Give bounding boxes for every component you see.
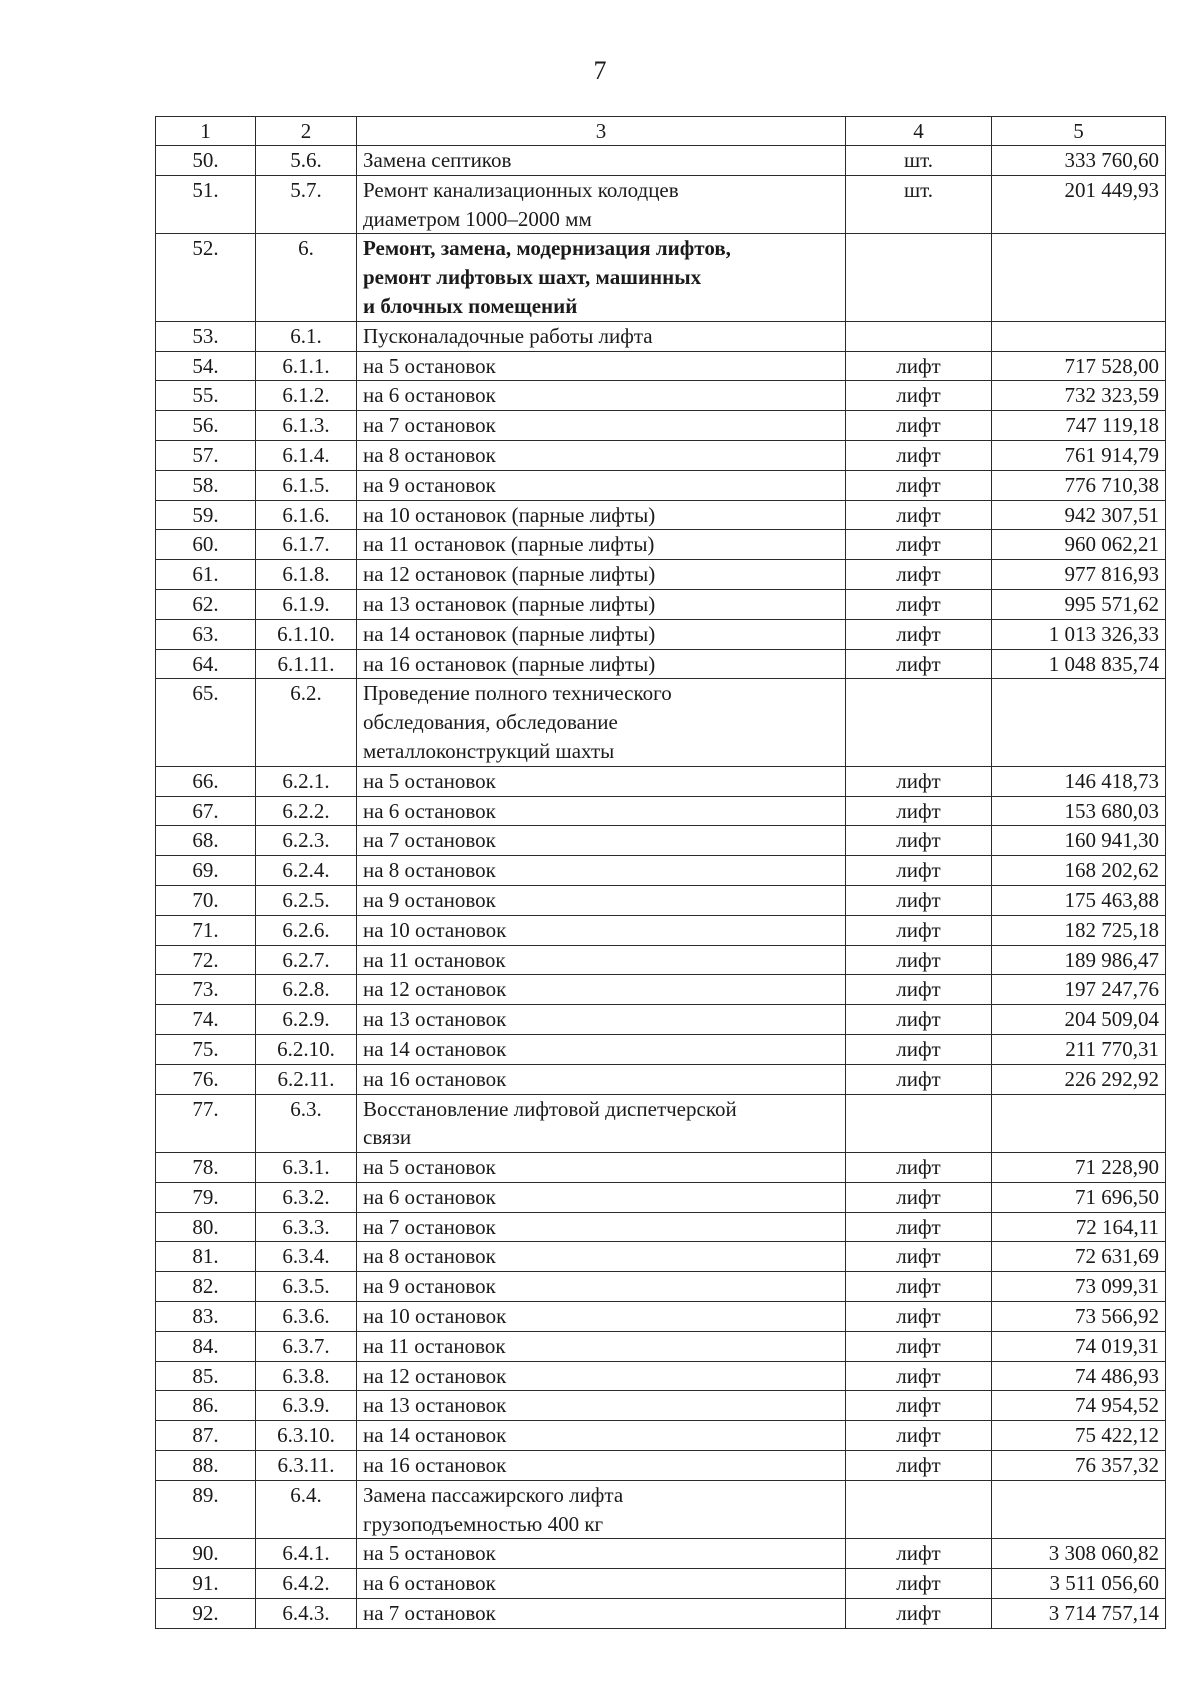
- table-row: [156, 234, 1166, 321]
- table-row: [156, 856, 1166, 886]
- work-name-cell: Пусконаладочные работы лифта: [357, 321, 846, 351]
- price-cell: 74 019,31: [992, 1331, 1166, 1361]
- work-name-cell: на 16 остановок: [357, 1064, 846, 1094]
- price-cell: [992, 679, 1166, 766]
- item-code-cell: 6.1.3.: [256, 411, 357, 441]
- price-cell: 71 696,50: [992, 1182, 1166, 1212]
- unit-cell: лифт: [846, 1391, 992, 1421]
- item-code-cell: 6.1.4.: [256, 440, 357, 470]
- item-code-cell: 6.3.: [256, 1094, 357, 1153]
- price-cell: 3 714 757,14: [992, 1599, 1166, 1629]
- price-cell: 71 228,90: [992, 1153, 1166, 1183]
- row-number-cell: 74.: [156, 1005, 256, 1035]
- item-code-cell: 6.1.2.: [256, 381, 357, 411]
- unit-cell: лифт: [846, 856, 992, 886]
- item-code-cell: 6.3.8.: [256, 1361, 357, 1391]
- price-cell: 204 509,04: [992, 1005, 1166, 1035]
- item-code-cell: 6.1.11.: [256, 649, 357, 679]
- unit-cell: лифт: [846, 1182, 992, 1212]
- row-number-cell: 69.: [156, 856, 256, 886]
- item-code-cell: 6.3.7.: [256, 1331, 357, 1361]
- item-code-cell: 6.3.9.: [256, 1391, 357, 1421]
- row-number-cell: 76.: [156, 1064, 256, 1094]
- item-code-cell: 6.3.2.: [256, 1182, 357, 1212]
- work-name-cell: на 14 остановок: [357, 1034, 846, 1064]
- work-name-cell: на 6 остановок: [357, 381, 846, 411]
- price-cell: 72 164,11: [992, 1212, 1166, 1242]
- price-table-body: [156, 117, 1166, 1629]
- item-code-cell: 6.2.2.: [256, 796, 357, 826]
- table-row: [156, 1451, 1166, 1481]
- table-row: [156, 321, 1166, 351]
- price-cell: [992, 321, 1166, 351]
- work-name-cell: на 5 остановок: [357, 1153, 846, 1183]
- work-name-cell: на 13 остановок (парные лифты): [357, 589, 846, 619]
- item-code-cell: 6.2.6.: [256, 915, 357, 945]
- unit-cell: лифт: [846, 411, 992, 441]
- work-name-cell: Восстановление лифтовой диспетчерской связи: [357, 1094, 846, 1153]
- table-row: [156, 589, 1166, 619]
- unit-cell: лифт: [846, 1331, 992, 1361]
- row-number-cell: 86.: [156, 1391, 256, 1421]
- unit-cell: лифт: [846, 440, 992, 470]
- table-row: [156, 1064, 1166, 1094]
- table-row: [156, 679, 1166, 766]
- price-cell: 732 323,59: [992, 381, 1166, 411]
- price-cell: 160 941,30: [992, 826, 1166, 856]
- table-row: [156, 1331, 1166, 1361]
- table-row: [156, 1421, 1166, 1451]
- row-number-cell: 90.: [156, 1539, 256, 1569]
- work-name-cell: на 7 остановок: [357, 826, 846, 856]
- row-number-cell: 87.: [156, 1421, 256, 1451]
- table-row: [156, 1569, 1166, 1599]
- item-code-cell: 6.4.1.: [256, 1539, 357, 1569]
- price-cell: 197 247,76: [992, 975, 1166, 1005]
- item-code-cell: 6.2.9.: [256, 1005, 357, 1035]
- item-code-cell: 6.2.5.: [256, 885, 357, 915]
- row-number-cell: 59.: [156, 500, 256, 530]
- row-number-cell: 80.: [156, 1212, 256, 1242]
- row-number-cell: 57.: [156, 440, 256, 470]
- unit-cell: лифт: [846, 766, 992, 796]
- unit-cell: лифт: [846, 560, 992, 590]
- item-code-cell: 6.3.1.: [256, 1153, 357, 1183]
- row-number-cell: 77.: [156, 1094, 256, 1153]
- work-name-cell: на 7 остановок: [357, 1599, 846, 1629]
- item-code-cell: 6.1.5.: [256, 470, 357, 500]
- unit-cell: лифт: [846, 619, 992, 649]
- price-cell: [992, 234, 1166, 321]
- price-cell: 73 099,31: [992, 1272, 1166, 1302]
- work-name-cell: на 6 остановок: [357, 796, 846, 826]
- work-name-cell: на 10 остановок: [357, 915, 846, 945]
- price-cell: 211 770,31: [992, 1034, 1166, 1064]
- price-cell: 717 528,00: [992, 351, 1166, 381]
- row-number-cell: 89.: [156, 1480, 256, 1539]
- unit-cell: лифт: [846, 1451, 992, 1481]
- work-name-cell: на 5 остановок: [357, 351, 846, 381]
- unit-cell: лифт: [846, 945, 992, 975]
- table-row: [156, 1361, 1166, 1391]
- table-row: [156, 915, 1166, 945]
- item-code-cell: 6.2.8.: [256, 975, 357, 1005]
- item-code-cell: 6.1.1.: [256, 351, 357, 381]
- price-cell: 226 292,92: [992, 1064, 1166, 1094]
- table-row: [156, 1599, 1166, 1629]
- item-code-cell: 5.6.: [256, 146, 357, 176]
- table-row: [156, 975, 1166, 1005]
- row-number-cell: 60.: [156, 530, 256, 560]
- column-number-row: [156, 117, 1166, 146]
- row-number-cell: 71.: [156, 915, 256, 945]
- item-code-cell: 6.1.9.: [256, 589, 357, 619]
- unit-cell: лифт: [846, 1034, 992, 1064]
- price-cell: 3 511 056,60: [992, 1569, 1166, 1599]
- item-code-cell: 6.3.4.: [256, 1242, 357, 1272]
- column-header-2: 2: [256, 117, 357, 146]
- table-row: [156, 351, 1166, 381]
- unit-cell: лифт: [846, 1302, 992, 1332]
- work-name-cell: на 9 остановок: [357, 470, 846, 500]
- price-cell: 76 357,32: [992, 1451, 1166, 1481]
- row-number-cell: 67.: [156, 796, 256, 826]
- unit-cell: лифт: [846, 1153, 992, 1183]
- price-cell: 146 418,73: [992, 766, 1166, 796]
- column-header-1: 1: [156, 117, 256, 146]
- row-number-cell: 92.: [156, 1599, 256, 1629]
- work-name-cell: на 5 остановок: [357, 766, 846, 796]
- table-row: [156, 1005, 1166, 1035]
- unit-cell: [846, 1094, 992, 1153]
- unit-cell: лифт: [846, 1005, 992, 1035]
- work-name-cell: на 16 остановок: [357, 1451, 846, 1481]
- table-row: [156, 1272, 1166, 1302]
- table-row: [156, 1034, 1166, 1064]
- work-name-cell: на 10 остановок: [357, 1302, 846, 1332]
- work-name-cell: Ремонт канализационных колодцев диаметром 1000–2000 мм: [357, 175, 846, 234]
- item-code-cell: 6.2.10.: [256, 1034, 357, 1064]
- item-code-cell: 6.3.10.: [256, 1421, 357, 1451]
- price-cell: 761 914,79: [992, 440, 1166, 470]
- table-row: [156, 766, 1166, 796]
- row-number-cell: 84.: [156, 1331, 256, 1361]
- item-code-cell: 6.2.: [256, 679, 357, 766]
- row-number-cell: 51.: [156, 175, 256, 234]
- row-number-cell: 82.: [156, 1272, 256, 1302]
- unit-cell: лифт: [846, 826, 992, 856]
- table-row: [156, 440, 1166, 470]
- unit-cell: лифт: [846, 589, 992, 619]
- work-name-cell: на 8 остановок: [357, 856, 846, 886]
- price-cell: 942 307,51: [992, 500, 1166, 530]
- row-number-cell: 53.: [156, 321, 256, 351]
- row-number-cell: 52.: [156, 234, 256, 321]
- price-cell: 168 202,62: [992, 856, 1166, 886]
- unit-cell: лифт: [846, 975, 992, 1005]
- item-code-cell: 5.7.: [256, 175, 357, 234]
- unit-cell: лифт: [846, 351, 992, 381]
- row-number-cell: 83.: [156, 1302, 256, 1332]
- row-number-cell: 78.: [156, 1153, 256, 1183]
- work-name-cell: на 6 остановок: [357, 1182, 846, 1212]
- work-name-cell: на 8 остановок: [357, 440, 846, 470]
- row-number-cell: 64.: [156, 649, 256, 679]
- item-code-cell: 6.3.5.: [256, 1272, 357, 1302]
- unit-cell: лифт: [846, 915, 992, 945]
- work-name-cell: на 5 остановок: [357, 1539, 846, 1569]
- work-name-cell: на 11 остановок: [357, 945, 846, 975]
- unit-cell: лифт: [846, 1064, 992, 1094]
- row-number-cell: 56.: [156, 411, 256, 441]
- unit-cell: лифт: [846, 796, 992, 826]
- price-cell: 977 816,93: [992, 560, 1166, 590]
- work-name-cell: на 12 остановок: [357, 1361, 846, 1391]
- unit-cell: лифт: [846, 649, 992, 679]
- table-row: [156, 530, 1166, 560]
- work-name-cell: Проведение полного технического обследования, обследование металлоконструкций шахты: [357, 679, 846, 766]
- unit-cell: лифт: [846, 1272, 992, 1302]
- item-code-cell: 6.: [256, 234, 357, 321]
- table-row: [156, 500, 1166, 530]
- row-number-cell: 79.: [156, 1182, 256, 1212]
- unit-cell: лифт: [846, 1212, 992, 1242]
- unit-cell: шт.: [846, 175, 992, 234]
- table-row: [156, 1094, 1166, 1153]
- price-cell: 201 449,93: [992, 175, 1166, 234]
- column-header-4: 4: [846, 117, 992, 146]
- unit-cell: лифт: [846, 530, 992, 560]
- price-cell: 960 062,21: [992, 530, 1166, 560]
- work-name-cell: на 6 остановок: [357, 1569, 846, 1599]
- price-cell: 175 463,88: [992, 885, 1166, 915]
- unit-cell: [846, 234, 992, 321]
- unit-cell: лифт: [846, 381, 992, 411]
- price-cell: 1 048 835,74: [992, 649, 1166, 679]
- item-code-cell: 6.1.8.: [256, 560, 357, 590]
- table-row: [156, 1212, 1166, 1242]
- item-code-cell: 6.4.3.: [256, 1599, 357, 1629]
- column-header-3: 3: [357, 117, 846, 146]
- price-cell: 73 566,92: [992, 1302, 1166, 1332]
- item-code-cell: 6.1.6.: [256, 500, 357, 530]
- row-number-cell: 70.: [156, 885, 256, 915]
- work-name-cell: на 14 остановок: [357, 1421, 846, 1451]
- row-number-cell: 63.: [156, 619, 256, 649]
- table-row: [156, 146, 1166, 176]
- row-number-cell: 55.: [156, 381, 256, 411]
- work-name-cell: на 7 остановок: [357, 1212, 846, 1242]
- work-name-cell: на 11 остановок: [357, 1331, 846, 1361]
- price-cell: 776 710,38: [992, 470, 1166, 500]
- table-row: [156, 796, 1166, 826]
- work-name-cell: на 10 остановок (парные лифты): [357, 500, 846, 530]
- row-number-cell: 85.: [156, 1361, 256, 1391]
- table-row: [156, 1302, 1166, 1332]
- item-code-cell: 6.1.10.: [256, 619, 357, 649]
- table-row: [156, 1153, 1166, 1183]
- table-row: [156, 411, 1166, 441]
- row-number-cell: 88.: [156, 1451, 256, 1481]
- row-number-cell: 81.: [156, 1242, 256, 1272]
- table-row: [156, 945, 1166, 975]
- table-row: [156, 1391, 1166, 1421]
- work-name-cell: на 11 остановок (парные лифты): [357, 530, 846, 560]
- price-cell: 333 760,60: [992, 146, 1166, 176]
- work-name-cell: на 13 остановок: [357, 1005, 846, 1035]
- row-number-cell: 62.: [156, 589, 256, 619]
- work-name-cell: на 8 остановок: [357, 1242, 846, 1272]
- item-code-cell: 6.2.1.: [256, 766, 357, 796]
- unit-cell: [846, 321, 992, 351]
- unit-cell: лифт: [846, 1569, 992, 1599]
- price-cell: 153 680,03: [992, 796, 1166, 826]
- item-code-cell: 6.1.7.: [256, 530, 357, 560]
- row-number-cell: 58.: [156, 470, 256, 500]
- row-number-cell: 73.: [156, 975, 256, 1005]
- item-code-cell: 6.4.: [256, 1480, 357, 1539]
- price-cell: [992, 1094, 1166, 1153]
- row-number-cell: 65.: [156, 679, 256, 766]
- column-header-5: 5: [992, 117, 1166, 146]
- work-name-cell: на 13 остановок: [357, 1391, 846, 1421]
- row-number-cell: 75.: [156, 1034, 256, 1064]
- row-number-cell: 54.: [156, 351, 256, 381]
- work-name-cell: на 9 остановок: [357, 1272, 846, 1302]
- price-table: [155, 116, 1166, 1629]
- table-row: [156, 1539, 1166, 1569]
- item-code-cell: 6.4.2.: [256, 1569, 357, 1599]
- price-cell: 74 486,93: [992, 1361, 1166, 1391]
- row-number-cell: 61.: [156, 560, 256, 590]
- row-number-cell: 72.: [156, 945, 256, 975]
- table-row: [156, 1242, 1166, 1272]
- unit-cell: лифт: [846, 1599, 992, 1629]
- work-name-cell: на 7 остановок: [357, 411, 846, 441]
- price-cell: 72 631,69: [992, 1242, 1166, 1272]
- price-cell: 74 954,52: [992, 1391, 1166, 1421]
- price-cell: [992, 1480, 1166, 1539]
- table-row: [156, 175, 1166, 234]
- item-code-cell: 6.3.6.: [256, 1302, 357, 1332]
- row-number-cell: 66.: [156, 766, 256, 796]
- table-row: [156, 826, 1166, 856]
- item-code-cell: 6.2.7.: [256, 945, 357, 975]
- price-cell: 995 571,62: [992, 589, 1166, 619]
- unit-cell: шт.: [846, 146, 992, 176]
- unit-cell: лифт: [846, 1242, 992, 1272]
- price-cell: 3 308 060,82: [992, 1539, 1166, 1569]
- item-code-cell: 6.3.11.: [256, 1451, 357, 1481]
- unit-cell: лифт: [846, 885, 992, 915]
- price-cell: 189 986,47: [992, 945, 1166, 975]
- item-code-cell: 6.2.11.: [256, 1064, 357, 1094]
- item-code-cell: 6.2.4.: [256, 856, 357, 886]
- price-cell: 182 725,18: [992, 915, 1166, 945]
- work-name-cell: Замена септиков: [357, 146, 846, 176]
- page-number: 7: [593, 56, 607, 85]
- item-code-cell: 6.2.3.: [256, 826, 357, 856]
- unit-cell: лифт: [846, 1539, 992, 1569]
- table-row: [156, 885, 1166, 915]
- work-name-cell: на 14 остановок (парные лифты): [357, 619, 846, 649]
- unit-cell: лифт: [846, 500, 992, 530]
- table-row: [156, 1480, 1166, 1539]
- work-name-cell: на 9 остановок: [357, 885, 846, 915]
- unit-cell: [846, 679, 992, 766]
- price-cell: 75 422,12: [992, 1421, 1166, 1451]
- work-name-cell: Ремонт, замена, модернизация лифтов, ремонт лифтовых шахт, машинных и блочных помещений: [357, 234, 846, 321]
- item-code-cell: 6.1.: [256, 321, 357, 351]
- work-name-cell: на 12 остановок: [357, 975, 846, 1005]
- price-cell: 747 119,18: [992, 411, 1166, 441]
- unit-cell: лифт: [846, 1361, 992, 1391]
- work-name-cell: на 16 остановок (парные лифты): [357, 649, 846, 679]
- unit-cell: лифт: [846, 1421, 992, 1451]
- row-number-cell: 50.: [156, 146, 256, 176]
- table-row: [156, 470, 1166, 500]
- table-row: [156, 619, 1166, 649]
- unit-cell: [846, 1480, 992, 1539]
- row-number-cell: 68.: [156, 826, 256, 856]
- unit-cell: лифт: [846, 470, 992, 500]
- table-row: [156, 381, 1166, 411]
- work-name-cell: на 12 остановок (парные лифты): [357, 560, 846, 590]
- row-number-cell: 91.: [156, 1569, 256, 1599]
- work-name-cell: Замена пассажирского лифта грузоподъемностью 400 кг: [357, 1480, 846, 1539]
- item-code-cell: 6.3.3.: [256, 1212, 357, 1242]
- table-row: [156, 649, 1166, 679]
- table-row: [156, 1182, 1166, 1212]
- price-cell: 1 013 326,33: [992, 619, 1166, 649]
- table-row: [156, 560, 1166, 590]
